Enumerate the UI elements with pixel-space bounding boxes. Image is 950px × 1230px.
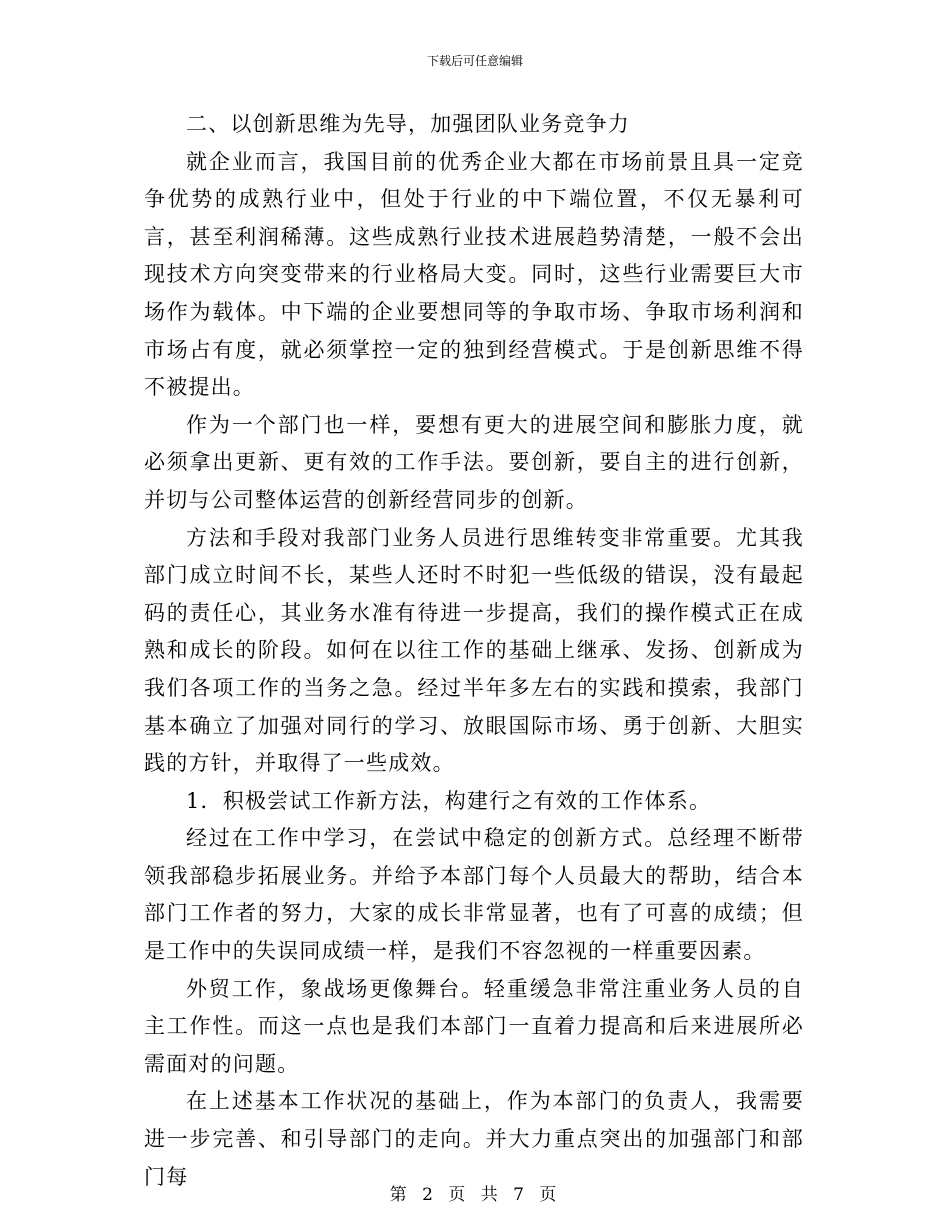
page-number: 第 2 页 共 7 页	[389, 1185, 561, 1205]
body-paragraph: 方法和手段对我部门业务人员进行思维转变非常重要。尤其我部门成立时间不长，某些人还时不时犯一些低级的错误，没有最起码的责任心，其业务水准有待进一步提高，我们的操作模式正在成熟和成长的阶段。如何在以往工作的基础上继承、发扬、创新成为我们各项工作的当务之急。经过半年多左右的实践和摸索，我部门基本确立了加强对同行的学习、放眼国际市场、勇于创新、大胆实践的方针，并取得了一些成效。	[144, 525, 804, 776]
body-paragraph: 就企业而言，我国目前的优秀企业大都在市场前景且具一定竞争优势的成熟行业中，但处于行业的中下端位置，不仅无暴利可言，甚至利润稀薄。这些成熟行业技术进展趋势清楚，一般不会出现技术方向突变带来的行业格局大变。同时，这些行业需要巨大市场作为载体。中下端的企业要想同等的争取市场、争取市场利润和市场占有度，就必须掌控一定的独到经营模式。于是创新思维不得不被提出。	[144, 149, 804, 400]
subsection-heading: 1．积极尝试工作新方法，构建行之有效的工作体系。	[186, 788, 712, 813]
body-paragraph: 经过在工作中学习，在尝试中稳定的创新方式。总经理不断带领我部稳步拓展业务。并给予本部门每个人员最大的帮助，结合本部门工作者的努力，大家的成长非常显著，也有了可喜的成绩；但是工作中的失误同成绩一样，是我们不容忽视的一样重要因素。	[144, 826, 804, 964]
body-paragraph: 在上述基本工作状况的基础上，作为本部门的负责人，我需要进一步完善、和引导部门的走向。并大力重点突出的加强部门和部门每	[144, 1089, 804, 1189]
section-heading: 二、以创新思维为先导，加强团队业务竞争力	[186, 112, 630, 136]
page-header-note: 下载后可任意编辑	[426, 54, 523, 68]
document-body	[144, 106, 804, 1196]
body-paragraph: 作为一个部门也一样，要想有更大的进展空间和膨胀力度，就必须拿出更新、更有效的工作手法。要创新，要自主的进行创新，并切与公司整体运营的创新经营同步的创新。	[144, 412, 804, 512]
body-paragraph: 外贸工作，象战场更像舞台。轻重缓急非常注重业务人员的自主工作性。而这一点也是我们本部门一直着力提高和后来进展所必需面对的问题。	[144, 976, 804, 1076]
